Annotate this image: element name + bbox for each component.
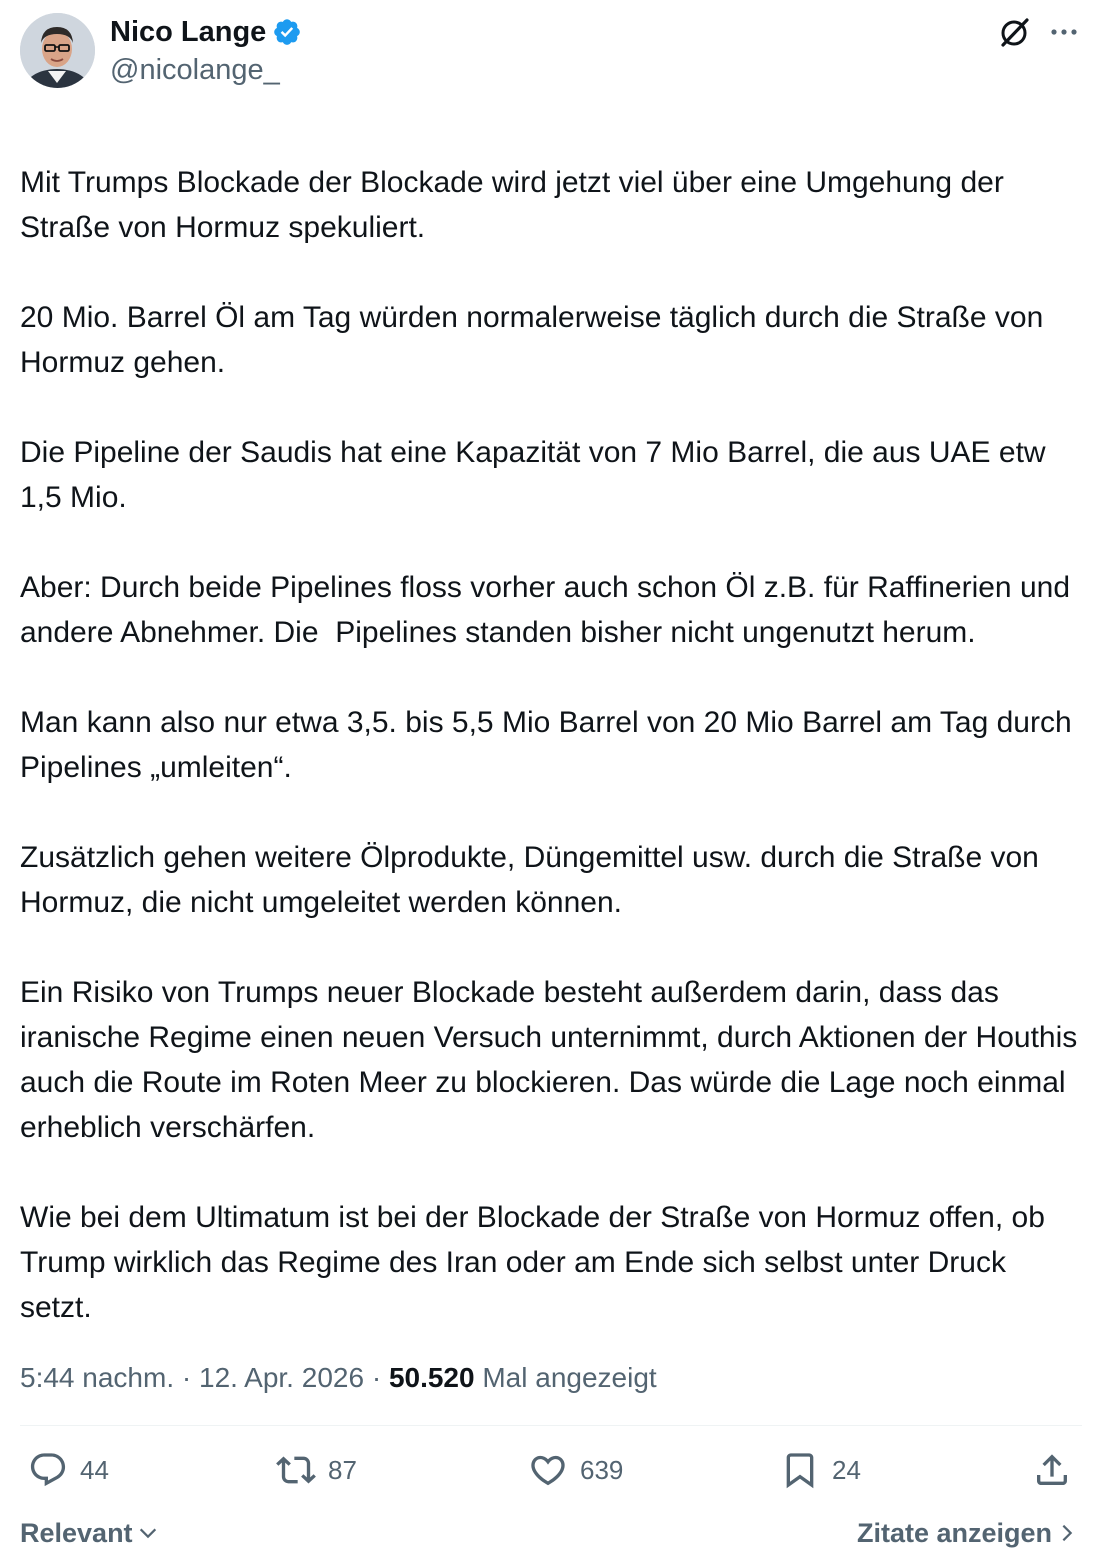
- tweet-paragraph: Aber: Durch beide Pipelines floss vorher auch schon Öl z.B. für Raffinerien und andere Abnehmer. Die Pipelines standen bisher nicht ungenutzt herum.: [20, 571, 1079, 649]
- tweet-text: [20, 115, 1084, 1375]
- tweet-paragraph: Ein Risiko von Trumps neuer Blockade besteht außerdem darin, dass das iranische Regime einen neuen Versuch unternimmt, durch Aktionen der Houthis auch die Route im Roten Meer zu blockieren. Das würde die Lage noch einmal erheblich verschärfen.: [20, 976, 1086, 1144]
- divider: [20, 1425, 1082, 1426]
- quotes-label: Zitate anzeigen: [856, 1518, 1052, 1548]
- reply-button[interactable]: [28, 1450, 109, 1490]
- like-count: 639: [580, 1454, 624, 1485]
- tweet-paragraph: Die Pipeline der Saudis hat eine Kapazität von 7 Mio Barrel, die aus UAE etw 1,5 Mio.: [20, 436, 1054, 514]
- author-name[interactable]: Nico Lange: [110, 16, 267, 48]
- tweet-meta: [20, 1358, 657, 1398]
- more-icon[interactable]: [1046, 14, 1082, 50]
- author-handle[interactable]: @nicolange_: [110, 54, 280, 86]
- verified-badge-icon: [272, 17, 302, 47]
- share-icon: [1032, 1450, 1072, 1490]
- tweet-paragraph: Wie bei dem Ultimatum ist bei der Blockade der Straße von Hormuz offen, ob Trump wirklich das Regime des Iran oder am Ende sich selbst unter Druck setzt.: [20, 1201, 1053, 1324]
- repost-count: 87: [328, 1454, 357, 1485]
- view-quotes-link[interactable]: [857, 1513, 1078, 1553]
- view-count: 50.520: [388, 1362, 475, 1393]
- like-icon: [528, 1450, 568, 1490]
- share-button[interactable]: [1032, 1450, 1072, 1490]
- repost-icon: [276, 1450, 316, 1490]
- view-count-label: Mal angezeigt: [482, 1362, 657, 1393]
- tweet-paragraph: Zusätzlich gehen weitere Ölprodukte, Düngemittel usw. durch die Straße von Hormuz, die nicht umgeleitet werden können.: [20, 841, 1048, 919]
- author-name-row[interactable]: [110, 14, 302, 50]
- grok-icon[interactable]: [996, 14, 1032, 50]
- bookmark-icon: [780, 1450, 820, 1490]
- chevron-right-icon: [1056, 1522, 1078, 1544]
- bookmark-count: 24: [832, 1454, 861, 1485]
- chevron-down-icon: [137, 1522, 159, 1544]
- reply-icon: [28, 1450, 68, 1490]
- like-button[interactable]: [528, 1450, 623, 1490]
- tweet-paragraph: 20 Mio. Barrel Öl am Tag würden normalerweise täglich durch die Straße von Hormuz gehen.: [20, 301, 1052, 379]
- repost-button[interactable]: [276, 1450, 357, 1490]
- tweet-date[interactable]: 12. Apr. 2026: [199, 1362, 365, 1393]
- bookmark-button[interactable]: [780, 1450, 861, 1490]
- sort-label: Relevant: [20, 1518, 133, 1548]
- sort-dropdown[interactable]: [20, 1513, 159, 1553]
- reply-count: 44: [80, 1454, 109, 1485]
- action-bar: [0, 1450, 1102, 1496]
- tweet-paragraph: Man kann also nur etwa 3,5. bis 5,5 Mio Barrel von 20 Mio Barrel am Tag durch Pipelines „umleiten“.: [20, 706, 1080, 784]
- meta-separator: ·: [174, 1362, 199, 1393]
- avatar[interactable]: [20, 13, 95, 88]
- tweet-time[interactable]: 5:44 nachm.: [20, 1362, 175, 1393]
- meta-separator: ·: [364, 1362, 389, 1393]
- tweet-paragraph: Mit Trumps Blockade der Blockade wird jetzt viel über eine Umgehung der Straße von Hormuz spekuliert.: [20, 166, 1013, 244]
